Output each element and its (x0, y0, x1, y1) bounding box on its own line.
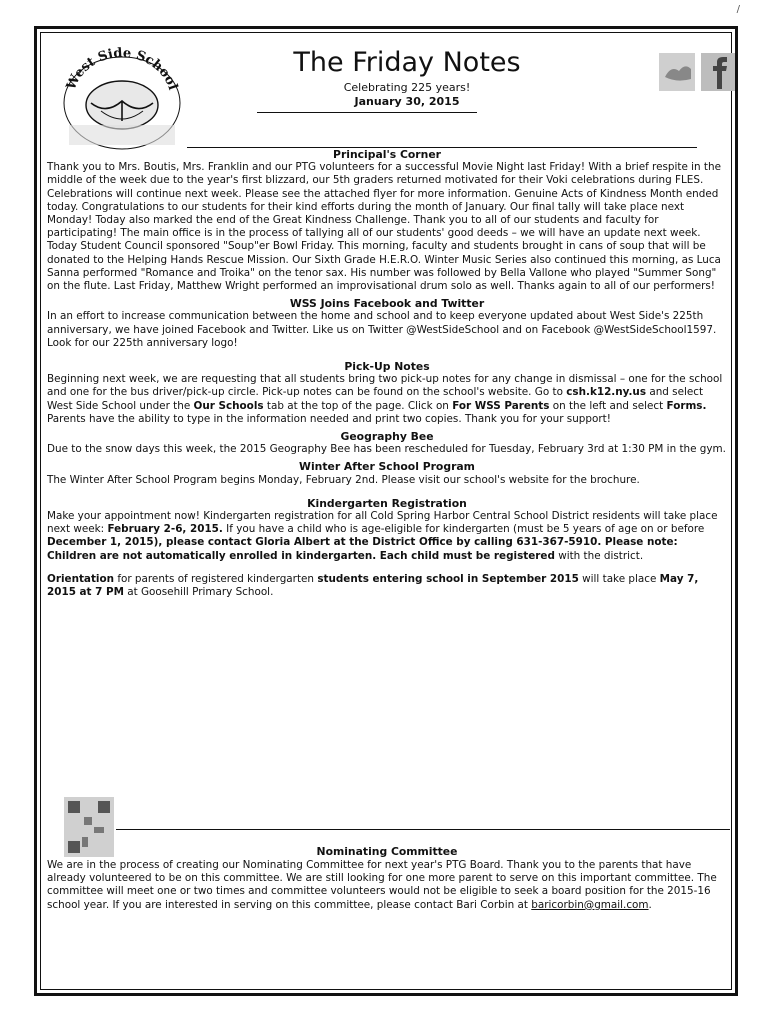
facebook-body: In an effort to increase communication between the home and school and to keep everyone updated about West Side's 225th anniversary, we have joined Facebook and Twitter. Like us on Twitter @WestSideSchool and on Facebook @WestSideSchool1597. Look for our 225th anniversary logo! (47, 310, 717, 349)
kindergarten-heading: Kindergarten Registration (307, 496, 467, 510)
school-logo (61, 43, 183, 151)
principal-heading: Principal's Corner (333, 148, 441, 161)
page-mark: / (736, 4, 740, 15)
pickup-body: Beginning next week, we are requesting that all students bring two pick-up notes for any change in dismissal – one for the school and one for the bus driver/pick-up circle. Pick-up notes can be found on the school's website. Go to csh.k12.ny.us and select West Side School under the Our Schools tab at the top of the page. Click on For WSS Parents on the left and select Forms. Parents have the ability to type in the information needed and print two copies. Thank you for your support! (47, 373, 723, 425)
kindergarten-body: Make your appointment now! Kindergarten registration for all Cold Spring Harbor Central School District residents will take place next week: February 2-6, 2015. If you have a child who is age-eligible for kindergarten (must be 5 years of age on or before December 1, 2015), please contact Gloria Albert at the District Office by calling 631-367-5910. Please note: Children are not automatically enrolled in kindergarten. Each child must be registered with the district. (47, 510, 718, 562)
pickup-heading: Pick-Up Notes (344, 360, 430, 374)
website-link[interactable]: csh.k12.ny.us (566, 386, 647, 399)
newsletter-date: January 30, 2015 (354, 95, 460, 108)
social-media-icons (657, 49, 739, 95)
newsletter-subtitle: Celebrating 225 years! (343, 81, 471, 94)
facebook-heading: WSS Joins Facebook and Twitter (289, 297, 485, 311)
nominating-body: We are in the process of creating our Nominating Committee for next year's PTG Board. Thank you to the parents that have already volunteered to be on this committee. We are still looking for one more parent to serve on this important committee. The committee will meet one or two times and committee volunteers would not be eligible to seek a board position for the 2015-16 school year. If you are interested in serving on this committee, please contact Bari Corbin at baricorbin@gmail.com. (47, 859, 717, 911)
wss-parents-link: For WSS Parents (452, 399, 550, 412)
geography-heading: Geography Bee (340, 430, 434, 444)
winter-body: The Winter After School Program begins Monday, February 2nd. Please visit our school's website for the brochure. (47, 473, 640, 486)
newsletter-title: The Friday Notes (293, 47, 521, 78)
header-divider (257, 112, 477, 113)
contact-email-link[interactable]: baricorbin@gmail.com (531, 898, 649, 911)
geography-body: Due to the snow days this week, the 2015 Geography Bee has been rescheduled for Tuesday, February 3rd at 1:30 PM in the gym. (47, 443, 726, 456)
principal-body: Thank you to Mrs. Boutis, Mrs. Franklin and our PTG volunteers for a successful Movie Night last Friday! With a brief respite in the middle of the week due to the year's first blizzard, our 5th graders returned motivated for their Voki celebrations during FLES. Celebrations will continue next week. Please see the attached flyer for more information. Genuine Acts of Kindness Month ended today. Congratulations to our students for their kind efforts during the month of January. Our final tally will take place next Monday! Today also marked the end of the Great Kindness Challenge. Thank you to all of our students and faculty for participating! The main office is in the process of tallying all of our students' good deeds – we will have an update next week. Today Student Council sponsored "Soup"er Bowl Friday. This morning, faculty and students brought in cans of soup that will be donated to the Helping Hands Rescue Mission. Our Sixth Grade H.E.R.O. Winter Music Series also continued this morning, as Luca Sanna performed "Romance and Troika" on the tenor sax. His number was followed by Bella Vallone who played "Summer Song" on the flute. Last Friday, Matthew Wright performed an improvisational drum solo as well. Thanks again to all of our performers! (47, 161, 721, 293)
nominating-heading: Nominating Committee (316, 845, 458, 858)
newsletter-content (47, 148, 727, 599)
winter-heading: Winter After School Program (299, 460, 475, 474)
logo-text: West Side School (63, 45, 181, 93)
forms-link: Forms. (666, 399, 707, 412)
orientation-body: Orientation for parents of registered kindergarten students entering school in September 2015 will take place May 7, 2015 at 7 PM at Goosehill Primary School. (47, 572, 699, 599)
section-divider (116, 829, 730, 830)
our-schools-tab: Our Schools (193, 399, 264, 412)
